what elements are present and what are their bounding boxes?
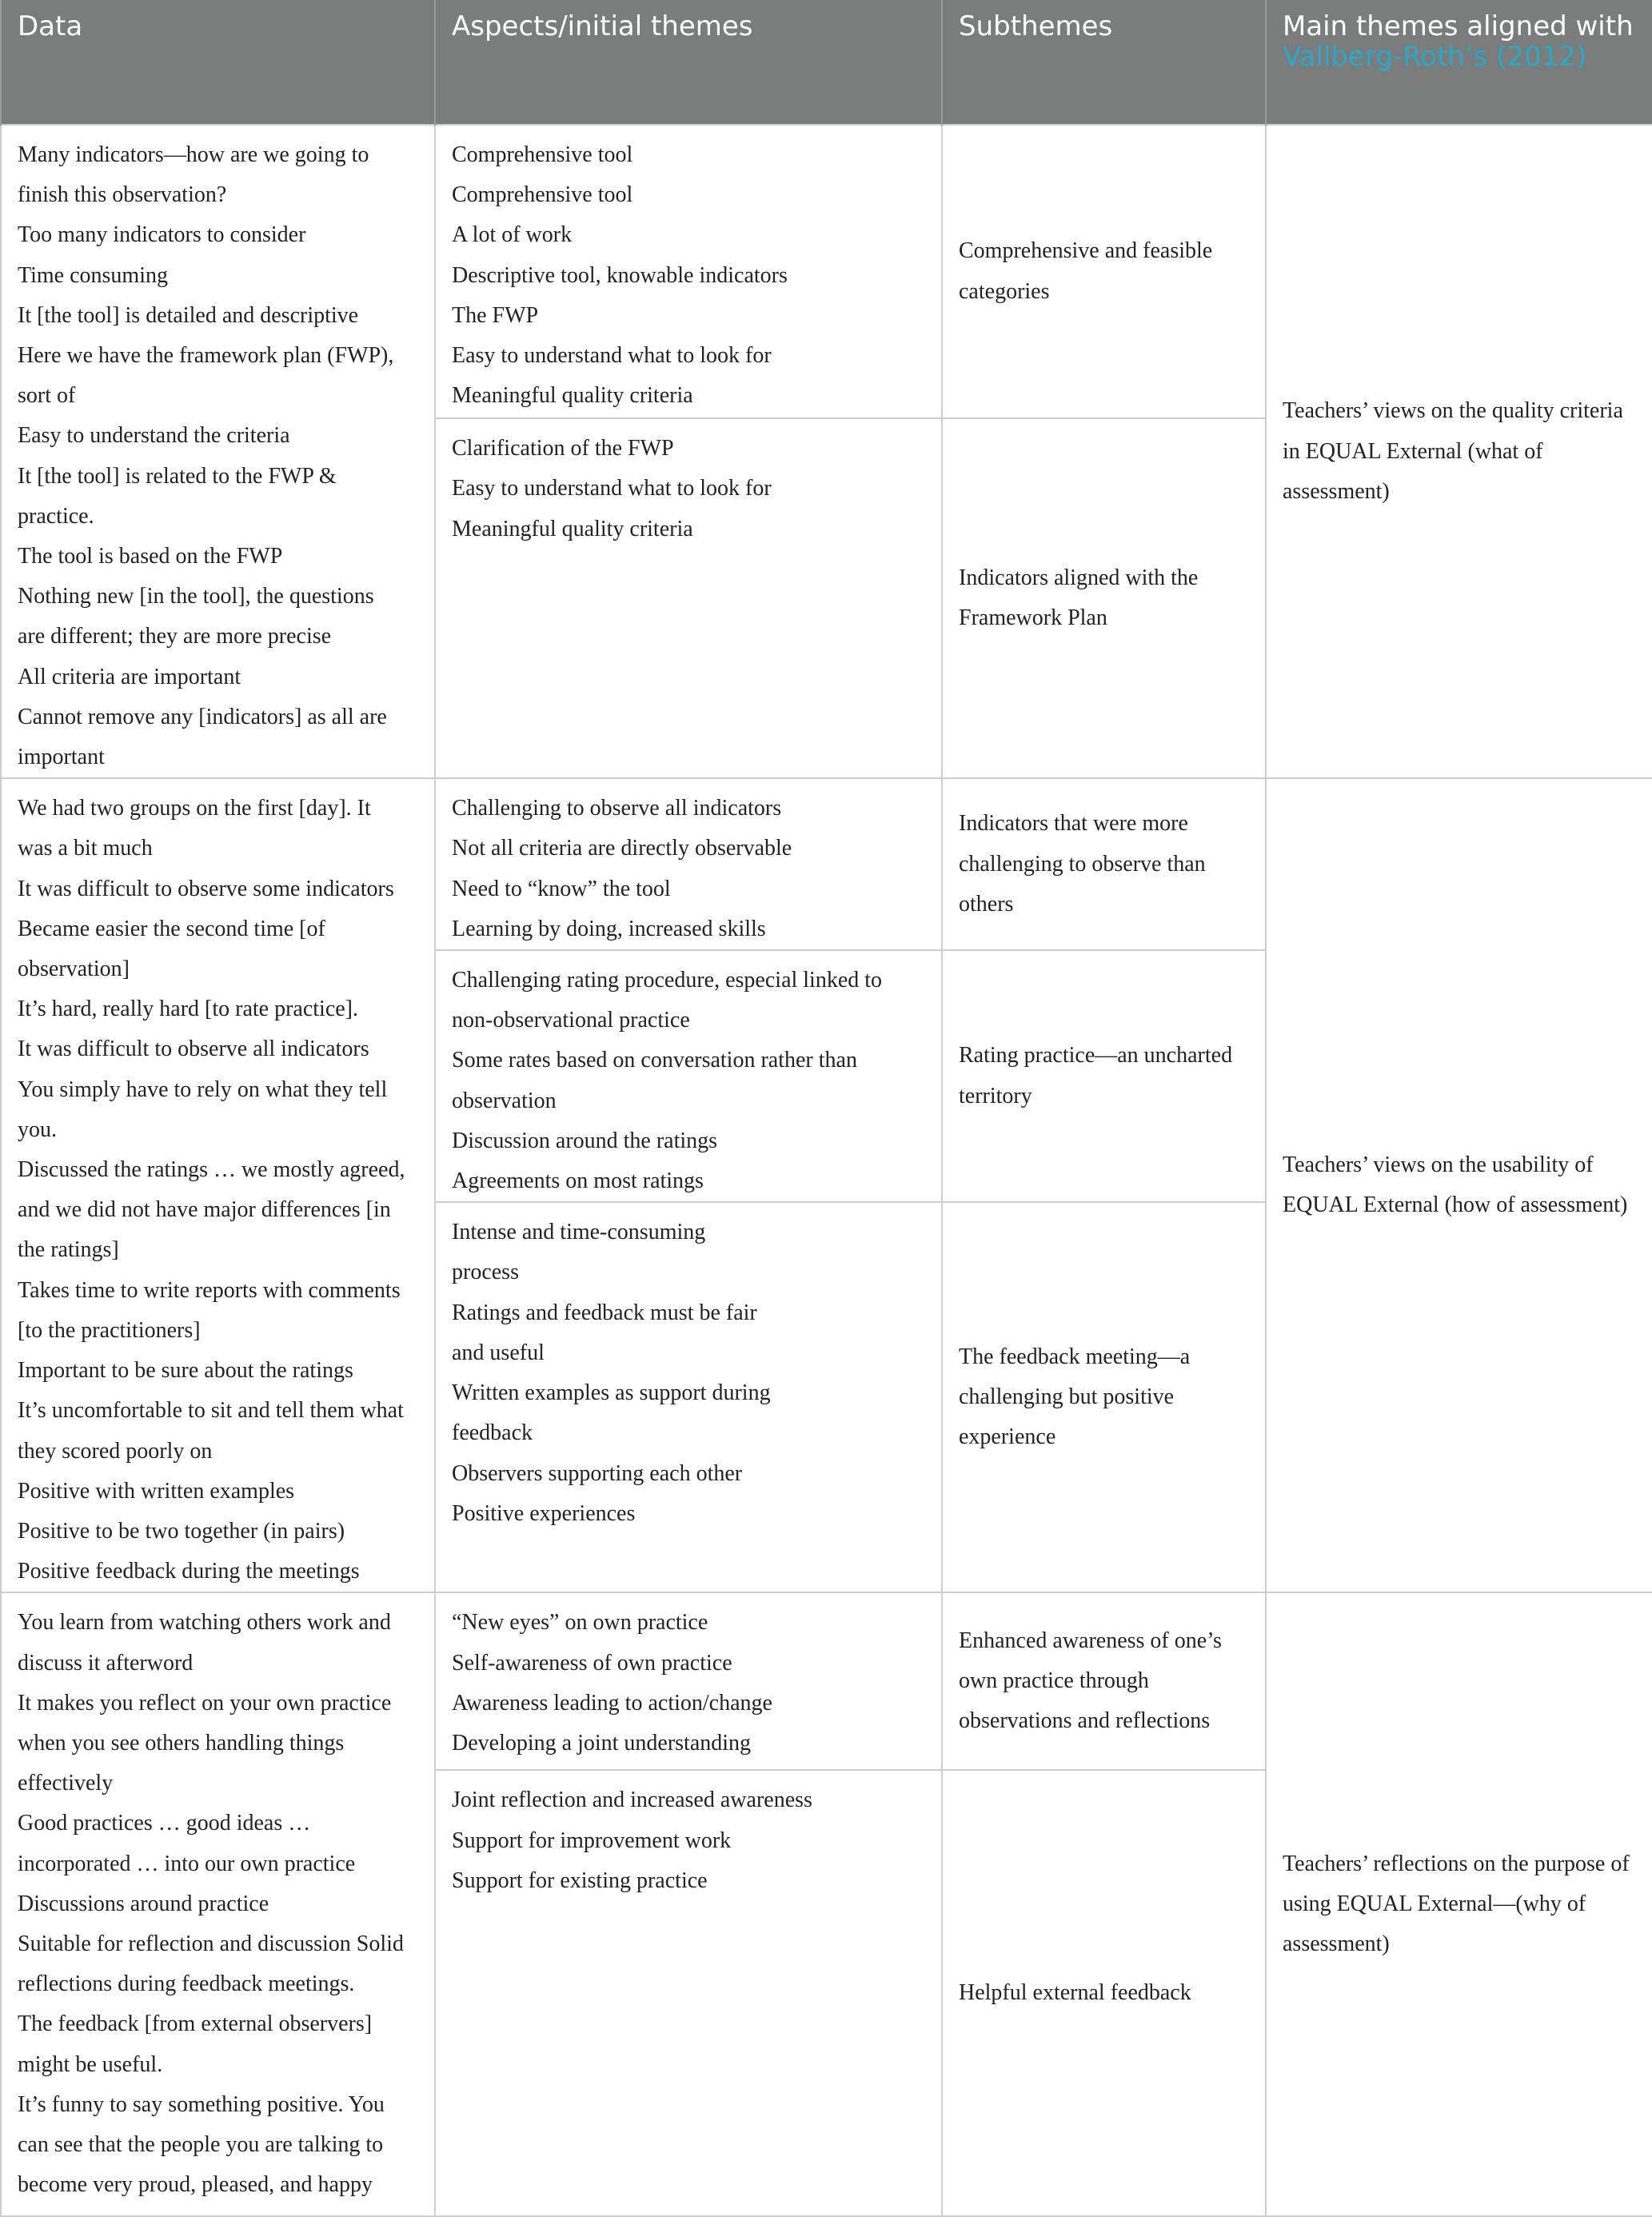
data-line: It was difficult to observe all indicators: [18, 1037, 369, 1062]
subtheme-text: Enhanced awareness of one’s own practice through observations and reflections: [959, 1628, 1222, 1734]
data-line: Easy to understand the criteria: [18, 423, 290, 449]
data-line: It’s hard, really hard [to rate practice].: [18, 997, 359, 1022]
data-line: It was difficult to observe some indicators: [18, 876, 394, 901]
aspect-line: Challenging to observe all indicators: [452, 796, 782, 821]
table-header: [1, 0, 1652, 125]
aspect-line: A lot of work: [452, 222, 573, 248]
aspect-line: Comprehensive tool: [452, 142, 633, 167]
table-body: [1, 125, 1652, 2216]
data-line: Discussed the ratings … we mostly agreed,: [18, 1157, 405, 1183]
aspect-line: Support for improvement work: [452, 1828, 732, 1853]
data-line: effectively: [18, 1771, 114, 1796]
header-data: Data: [1, 0, 435, 125]
aspect-line: The FWP: [452, 302, 539, 328]
data-line: The tool is based on the FWP: [18, 544, 283, 569]
aspects-cell: [435, 125, 942, 418]
main-theme-cell: [1266, 1592, 1652, 2216]
header-aspects: Aspects/initial themes: [435, 0, 942, 125]
aspect-line: feedback: [452, 1420, 533, 1446]
data-line: the ratings]: [18, 1237, 119, 1263]
data-line: Cannot remove any [indicators] as all are: [18, 704, 387, 729]
aspect-line: Discussion around the ratings: [452, 1128, 718, 1153]
citation-link[interactable]: Vallberg-Roth’s (2012): [1283, 41, 1587, 73]
aspect-line: observation: [452, 1088, 557, 1113]
data-cell: [1, 1592, 435, 2216]
aspect-line: Support for existing practice: [452, 1867, 708, 1893]
data-line: Many indicators—how are we going to: [18, 142, 369, 167]
data-line: you.: [18, 1116, 57, 1142]
aspects-cell: [435, 1202, 942, 1592]
data-line: Nothing new [in the tool], the questions: [18, 584, 374, 609]
main-theme-text: Teachers’ reflections on the purpose of using EQUAL External—(why of assessment): [1283, 1851, 1630, 1957]
data-line: [to the practitioners]: [18, 1317, 201, 1343]
data-line: when you see others handling things: [18, 1730, 345, 1756]
table-row: [1, 125, 1652, 418]
data-line: they scored poorly on: [18, 1438, 213, 1464]
data-line: can see that the people you are talking to: [18, 2131, 384, 2157]
data-line: discuss it afterword: [18, 1650, 194, 1676]
data-line: Positive feedback during the meetings: [18, 1559, 360, 1584]
aspect-line: Ratings and feedback must be fair: [452, 1300, 757, 1325]
data-line: Time consuming: [18, 262, 168, 288]
subtheme-text: The feedback meeting—a challenging but positive experience: [959, 1344, 1191, 1450]
aspect-line: Challenging rating procedure, especial linked to: [452, 968, 883, 993]
main-theme-text: Teachers’ views on the usability of EQUAL External (how of assessment): [1283, 1152, 1628, 1218]
aspect-line: “New eyes” on own practice: [452, 1610, 708, 1636]
data-line: It’s funny to say something positive. You: [18, 2091, 385, 2117]
subtheme-text: Indicators that were more challenging to observe than others: [959, 811, 1206, 917]
main-theme-cell: [1266, 125, 1652, 778]
aspect-line: Meaningful quality criteria: [452, 383, 693, 409]
header-main-themes-text: Main themes aligned with: [1283, 10, 1634, 42]
subtheme-text: Helpful external feedback: [959, 1980, 1191, 2006]
data-line: The feedback [from external observers]: [18, 2011, 373, 2037]
aspects-cell: [435, 950, 942, 1202]
header-subthemes: Subthemes: [942, 0, 1266, 125]
aspect-line: Self-awareness of own practice: [452, 1650, 732, 1676]
aspect-line: Clarification of the FWP: [452, 436, 674, 461]
aspects-cell: [435, 1770, 942, 2216]
data-line: Positive with written examples: [18, 1478, 295, 1504]
aspect-line: Developing a joint understanding: [452, 1730, 752, 1756]
subtheme-text: Comprehensive and feasible categories: [959, 238, 1213, 304]
data-line: You learn from watching others work and: [18, 1610, 391, 1636]
main-theme-text: Teachers’ views on the quality criteria in EQUAL External (what of assessment): [1283, 398, 1623, 504]
aspect-line: Observers supporting each other: [452, 1460, 743, 1486]
aspect-line: Easy to understand what to look for: [452, 476, 772, 501]
subtheme-cell: [942, 1770, 1266, 2216]
subtheme-text: Indicators aligned with the Framework Plan: [959, 565, 1199, 631]
data-line: Positive to be two together (in pairs): [18, 1518, 345, 1544]
aspects-cell: [435, 778, 942, 950]
aspect-line: Intense and time-consuming: [452, 1220, 706, 1245]
data-cell: [1, 778, 435, 1592]
subtheme-cell: [942, 1202, 1266, 1592]
data-line: It’s uncomfortable to sit and tell them what: [18, 1398, 404, 1424]
subtheme-cell: [942, 1592, 1266, 1770]
subtheme-cell: [942, 125, 1266, 418]
data-line: Important to be sure about the ratings: [18, 1358, 353, 1384]
data-line: Good practices … good ideas …: [18, 1811, 311, 1836]
main-theme-cell: [1266, 778, 1652, 1592]
data-line: We had two groups on the first [day]. It: [18, 796, 371, 821]
aspect-line: Meaningful quality criteria: [452, 516, 693, 541]
data-line: become very proud, pleased, and happy: [18, 2172, 373, 2198]
data-line: Takes time to write reports with comments: [18, 1277, 401, 1303]
header-main-themes: [1266, 0, 1652, 125]
aspects-cell: [435, 1592, 942, 1770]
data-line: Discussions around practice: [18, 1891, 269, 1916]
aspect-line: Not all criteria are directly observable: [452, 836, 792, 861]
subtheme-cell: [942, 950, 1266, 1202]
data-line: sort of: [18, 383, 76, 409]
aspect-line: Joint reflection and increased awareness: [452, 1788, 812, 1813]
aspect-line: non-observational practice: [452, 1008, 690, 1033]
data-line: incorporated … into our own practice: [18, 1851, 356, 1876]
aspect-line: Comprehensive tool: [452, 182, 633, 208]
data-line: All criteria are important: [18, 664, 241, 689]
data-line: and we did not have major differences [in: [18, 1197, 391, 1223]
subtheme-cell: [942, 418, 1266, 778]
data-line: Became easier the second time [of: [18, 916, 325, 941]
data-line: important: [18, 745, 105, 770]
data-line: finish this observation?: [18, 182, 227, 208]
data-line: observation]: [18, 957, 130, 982]
data-line: It makes you reflect on your own practice: [18, 1690, 392, 1716]
aspect-line: Agreements on most ratings: [452, 1168, 704, 1194]
data-line: It [the tool] is related to the FWP &: [18, 463, 337, 489]
aspect-line: process: [452, 1260, 519, 1285]
aspect-line: and useful: [452, 1340, 545, 1365]
subtheme-text: Rating practice—an uncharted territory: [959, 1043, 1233, 1108]
data-line: Here we have the framework plan (FWP),: [18, 343, 394, 369]
data-line: Too many indicators to consider: [18, 222, 306, 248]
header-row: [1, 0, 1652, 125]
data-line: practice.: [18, 503, 94, 529]
aspects-cell: [435, 418, 942, 778]
data-line: It [the tool] is detailed and descriptive: [18, 302, 359, 328]
data-line: might be useful.: [18, 2051, 163, 2077]
data-line: You simply have to rely on what they tell: [18, 1077, 388, 1102]
subtheme-cell: [942, 778, 1266, 950]
aspect-line: Positive experiences: [452, 1500, 636, 1526]
aspect-line: Awareness leading to action/change: [452, 1690, 772, 1716]
table-row: [1, 778, 1652, 950]
aspect-line: Need to “know” the tool: [452, 876, 671, 901]
table-row: [1, 1592, 1652, 1770]
data-cell: [1, 125, 435, 778]
aspect-line: Easy to understand what to look for: [452, 343, 772, 369]
aspect-line: Written examples as support during: [452, 1380, 771, 1406]
data-line: reflections during feedback meetings.: [18, 1971, 355, 1997]
aspect-line: Descriptive tool, knowable indicators: [452, 262, 788, 288]
aspect-line: Learning by doing, increased skills: [452, 916, 766, 941]
aspect-line: Some rates based on conversation rather than: [452, 1048, 857, 1073]
data-line: are different; they are more precise: [18, 624, 332, 649]
data-line: Suitable for reflection and discussion Solid: [18, 1931, 404, 1956]
data-line: was a bit much: [18, 836, 153, 861]
